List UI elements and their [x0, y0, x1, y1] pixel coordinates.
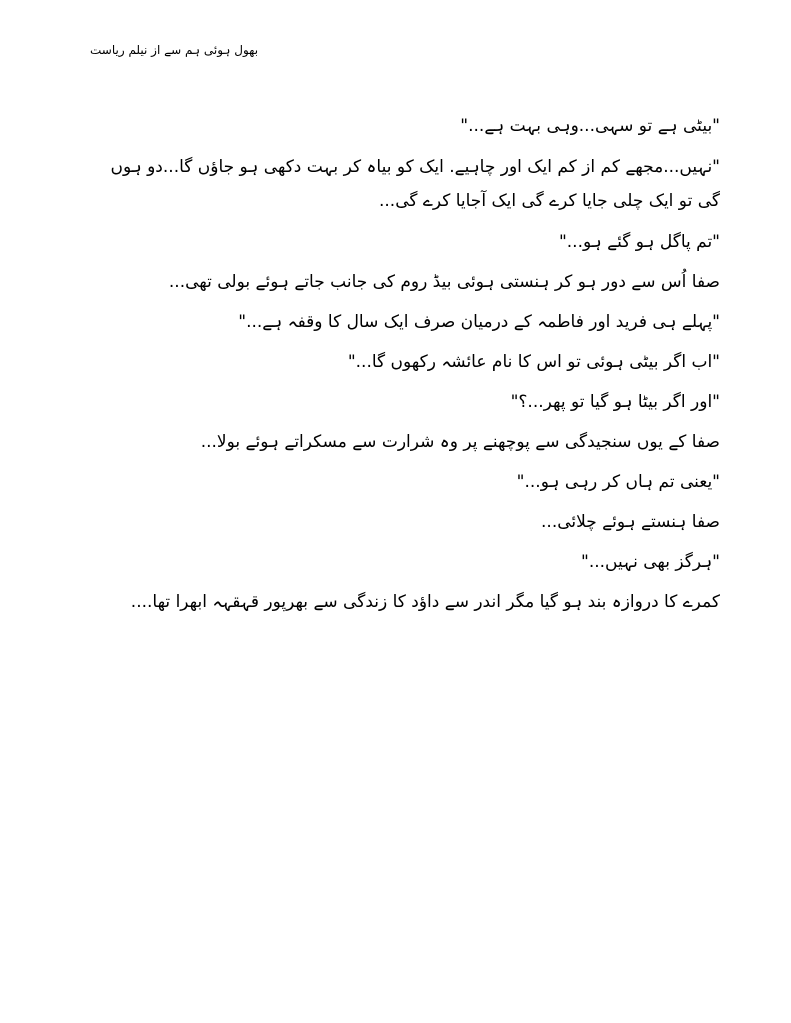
paragraph-7: "اور اگر بیٹا ہو گیا تو پھر...؟": [510, 392, 720, 412]
paragraph-2: "نہیں...مجھے کم از کم ایک اور چاہیے. ایک کو بیاہ کر بہت دکھی ہو جاؤں گا...دو ہوں گی تو ایک چلی جایا کرے گی ایک آجایا کرے گی...: [110, 157, 720, 211]
paragraph-6: "اب اگر بیٹی ہوئی تو اس کا نام عائشہ رکھوں گا...": [347, 352, 720, 372]
paragraph-1: "بیٹی ہے تو سہی...وہی بہت ہے...": [460, 116, 720, 136]
paragraph-4: صفا اُس سے دور ہو کر ہنستی ہوئی بیڈ روم کی جانب جاتے ہوئے بولی تھی...: [168, 272, 720, 292]
story-text: [105, 106, 720, 622]
paragraph-5: "پہلے ہی فرید اور فاطمہ کے درمیان صرف ایک سال کا وقفہ ہے...": [238, 312, 720, 332]
paragraph-11: "ہرگز بھی نہیں...": [581, 552, 720, 572]
paragraph-3: "تم پاگل ہو گئے ہو...": [558, 232, 720, 252]
paragraph-10: صفا ہنستے ہوئے چلائی...: [541, 512, 720, 532]
paragraph-12: کمرے کا دروازہ بند ہو گیا مگر اندر سے داؤد کا زندگی سے بھرپور قہقہہ ابھرا تھا....: [130, 592, 720, 612]
paragraph-9: "یعنی تم ہاں کر رہی ہو...": [516, 472, 720, 492]
running-header: بھول ہوئی ہم سے از نیلم ریاست: [90, 43, 259, 57]
paragraph-8: صفا کے یوں سنجیدگی سے پوچھنے پر وہ شرارت سے مسکراتے ہوئے بولا...: [200, 432, 720, 452]
